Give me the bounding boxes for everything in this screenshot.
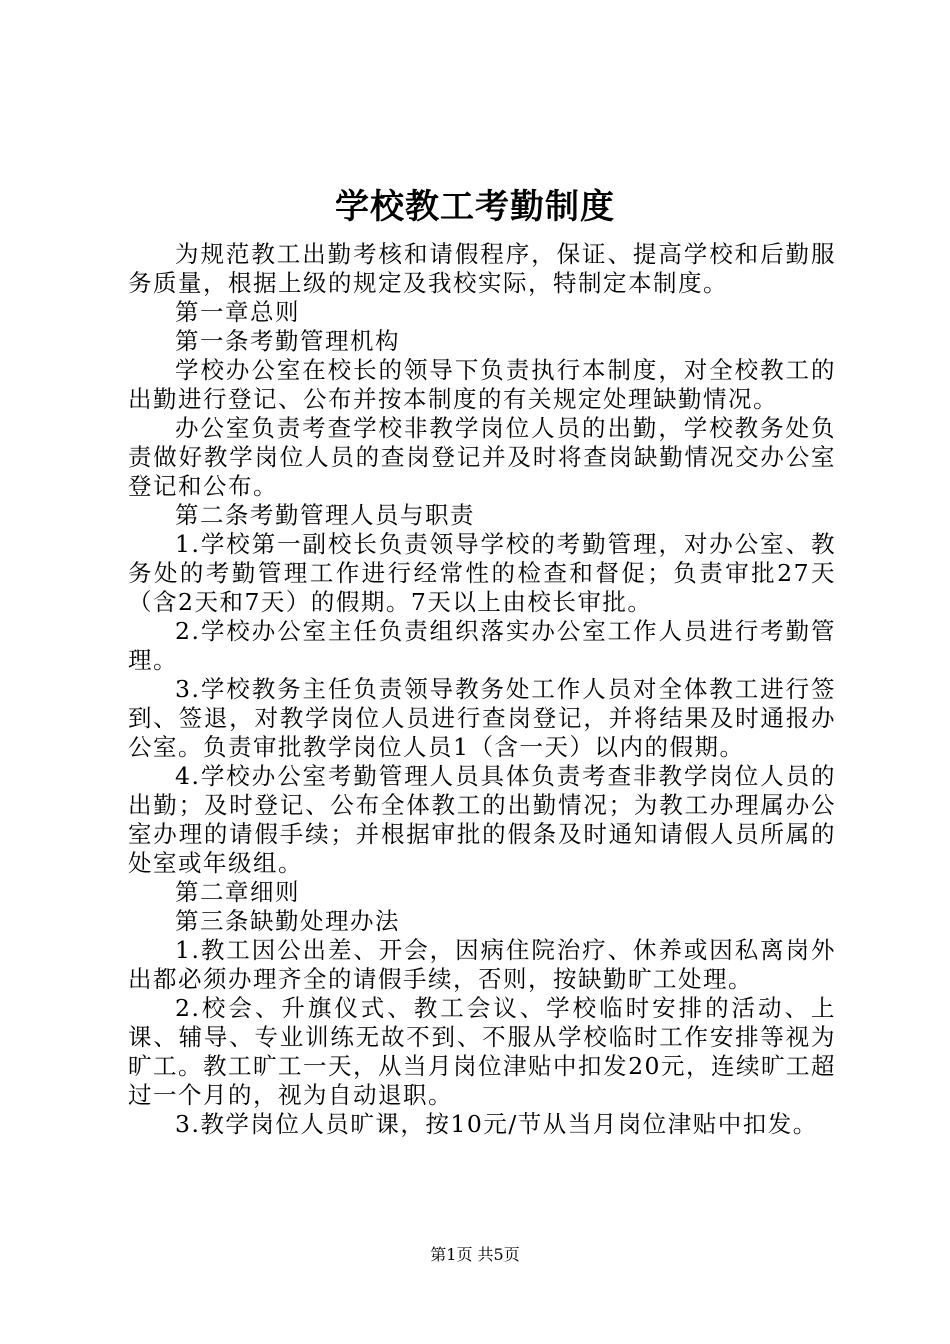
- list-item: 1.学校第一副校长负责领导学校的考勤管理，对办公室、教务处的考勤管理工作进行经常性的检查和督促；负责审批27天（含2天和7天）的假期。7天以上由校长审批。: [128, 530, 836, 616]
- list-item: 3.教学岗位人员旷课，按10元/节从当月岗位津贴中扣发。: [175, 1110, 818, 1138]
- list-item: 4.学校办公室考勤管理人员具体负责考查非教学岗位人员的出勤；及时登记、公布全体教工的出勤情况；为教工办理属办公室办理的请假手续；并根据审批的假条及时通知请假人员所属的处室或年级组。: [128, 762, 836, 877]
- page-footer: 第1页 共5页: [430, 1245, 520, 1264]
- chapter-heading: 第二章细则: [175, 878, 300, 906]
- document-body: [128, 240, 836, 1139]
- list-item: 2.校会、升旗仪式、教工会议、学校临时安排的活动、上课、辅导、专业训练无故不到、不服从学校临时工作安排等视为旷工。教工旷工一天，从当月岗位津贴中扣发20元，连续旷工超过一个月的，视为自动退职。: [128, 994, 836, 1109]
- paragraph: 学校办公室在校长的领导下负责执行本制度，对全校教工的出勤进行登记、公布并按本制度的有关规定处理缺勤情况。: [128, 356, 836, 413]
- list-item: 2.学校办公室主任负责组织落实办公室工作人员进行考勤管理。: [128, 617, 836, 674]
- chapter-heading: 第一章总则: [175, 298, 300, 326]
- list-item: 3.学校教务主任负责领导教务处工作人员对全体教工进行签到、签退，对教学岗位人员进行查岗登记，并将结果及时通报办公室。负责审批教学岗位人员1（含一天）以内的假期。: [128, 675, 836, 761]
- article-heading: 第三条缺勤处理办法: [175, 907, 400, 935]
- paragraph: 办公室负责考查学校非教学岗位人员的出勤，学校教务处负责做好教学岗位人员的查岗登记并及时将查岗缺勤情况交办公室登记和公布。: [128, 414, 836, 500]
- article-heading: 第一条考勤管理机构: [175, 327, 400, 355]
- paragraph-intro: 为规范教工出勤考核和请假程序，保证、提高学校和后勤服务质量，根据上级的规定及我校实际，特制定本制度。: [128, 240, 836, 297]
- list-item: 1.教工因公出差、开会，因病住院治疗、休养或因私离岗外出都必须办理齐全的请假手续，否则，按缺勤旷工处理。: [128, 936, 836, 993]
- article-heading: 第二条考勤管理人员与职责: [175, 501, 475, 529]
- document-title: 学校教工考勤制度: [335, 187, 615, 227]
